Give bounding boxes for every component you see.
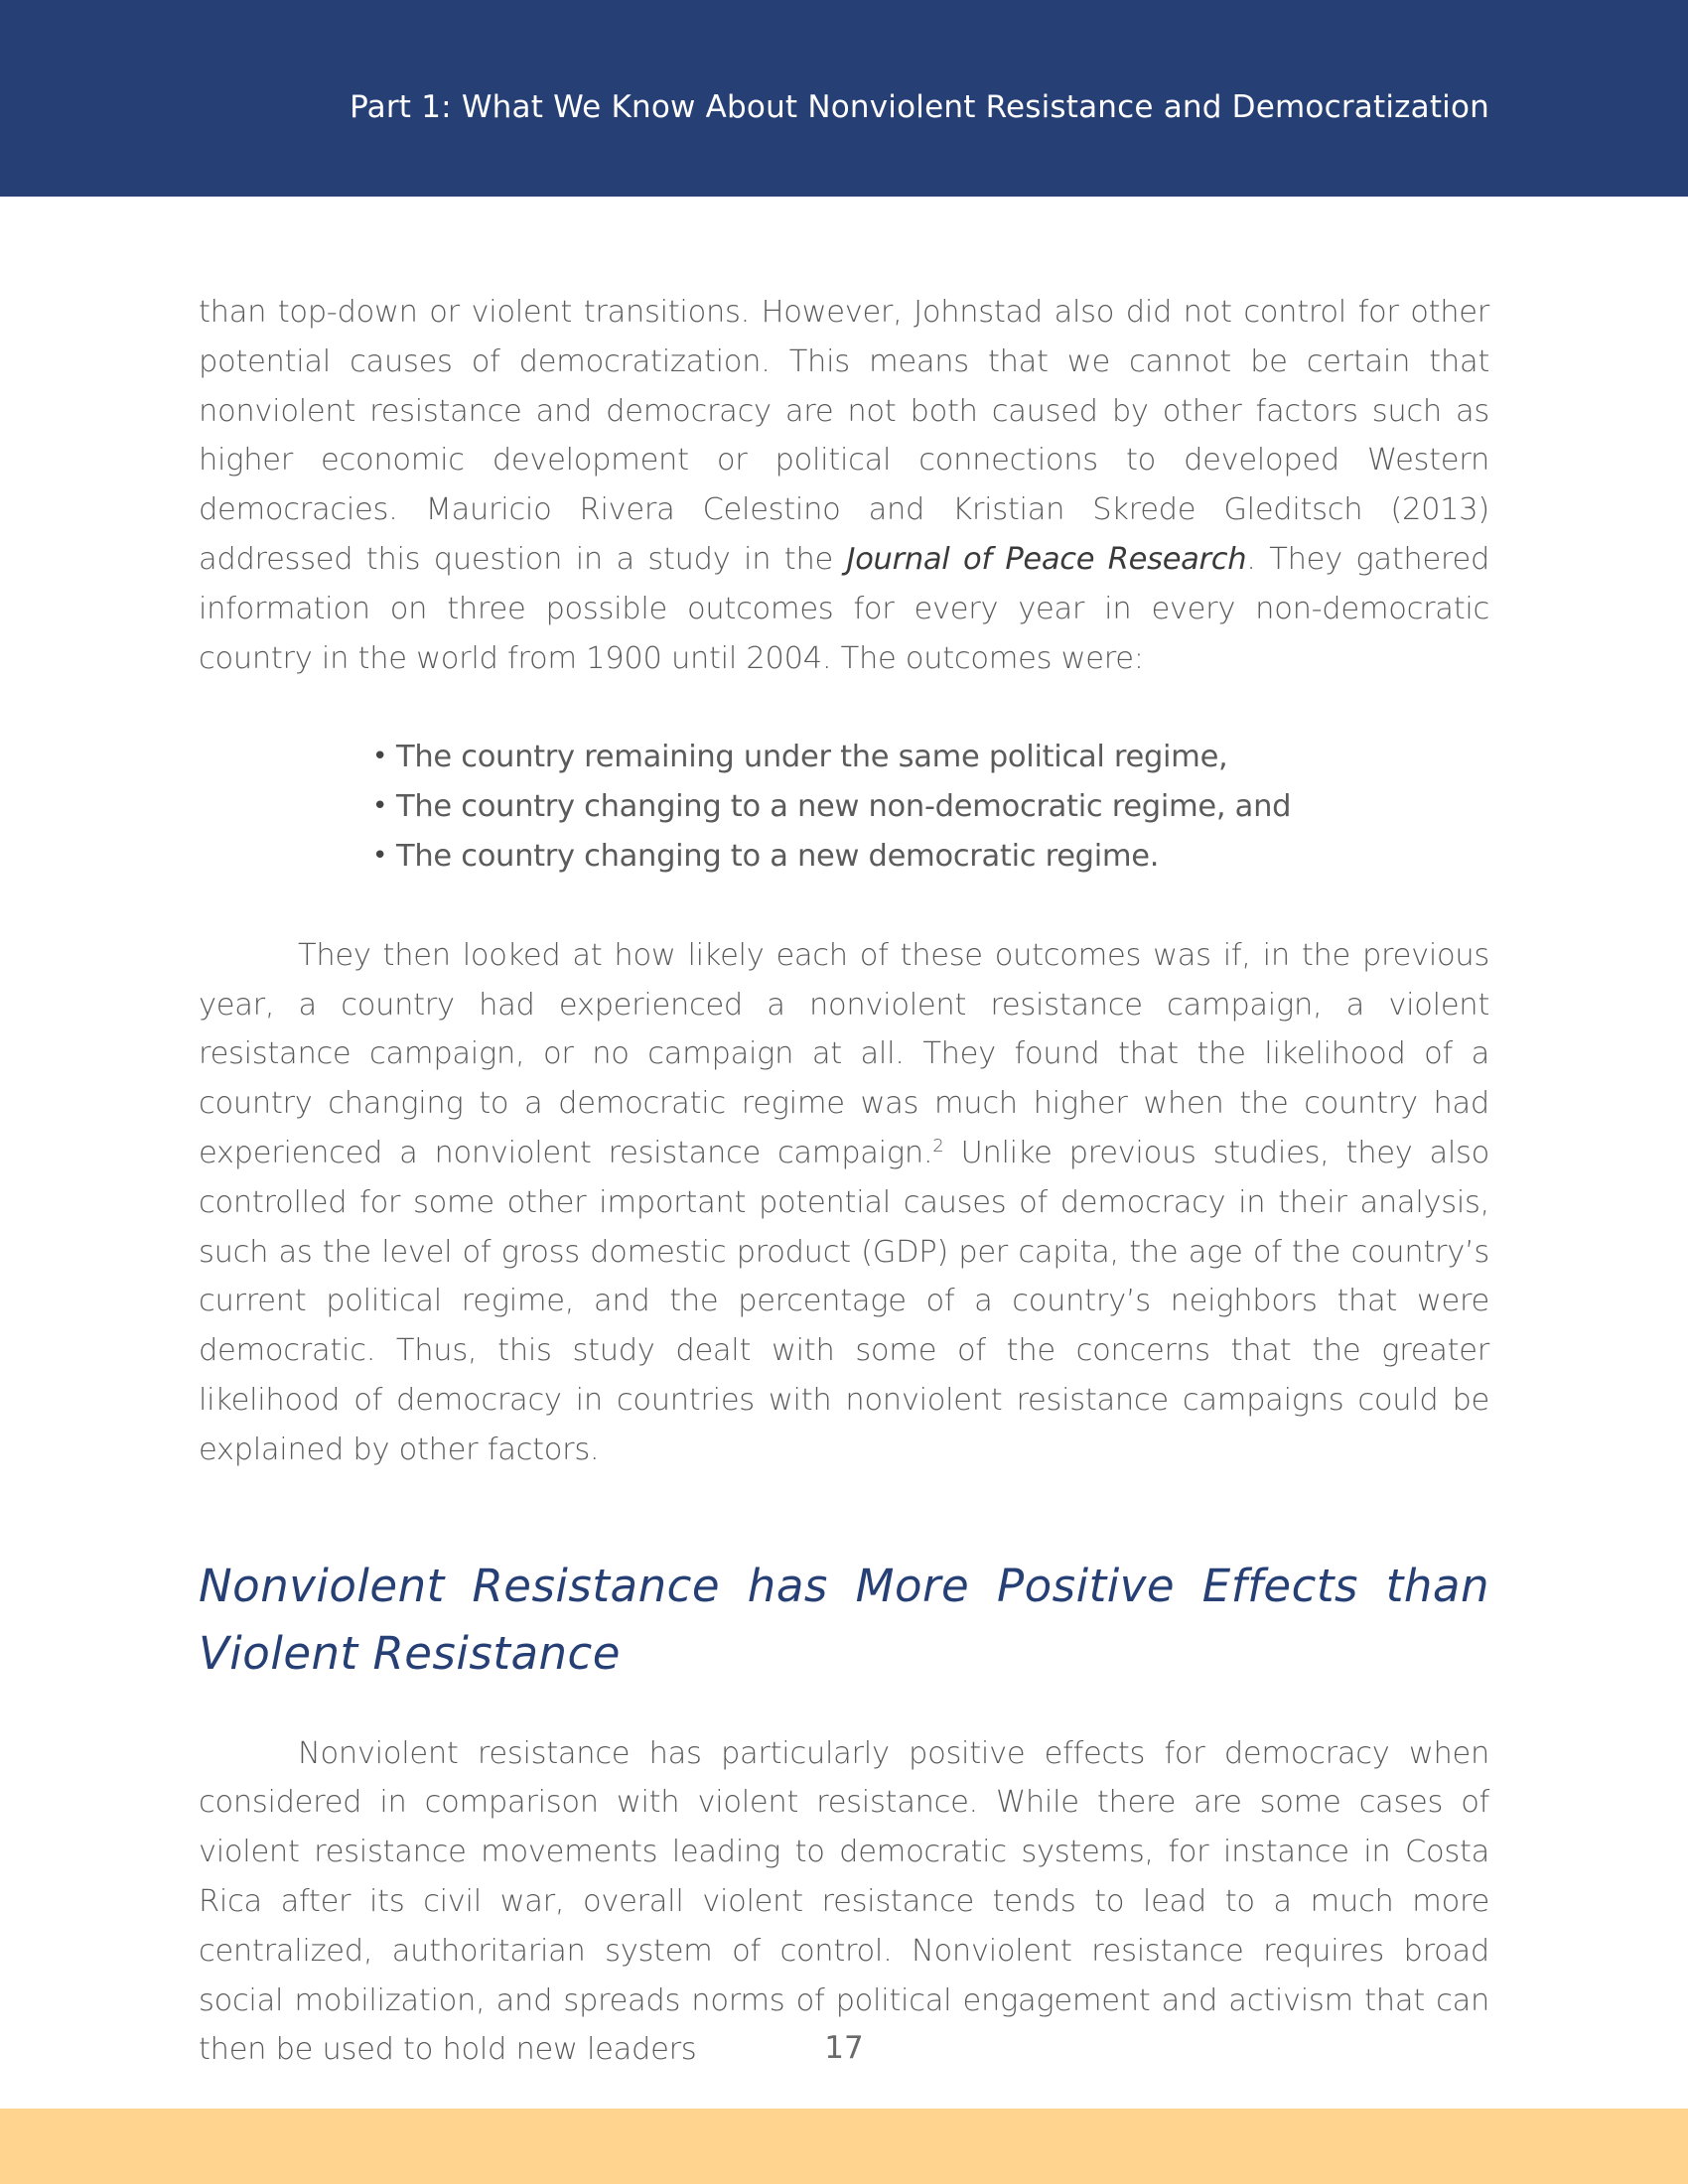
list-item-text: The country changing to a new non-democratic regime, and [396, 789, 1292, 825]
bullet-icon: • [372, 840, 388, 871]
page-content [199, 288, 1489, 2075]
body-paragraph-2 [199, 931, 1489, 1475]
bullet-icon: • [372, 742, 388, 772]
list-item-text: The country remaining under the same political regime, [396, 740, 1228, 775]
bullet-icon: • [372, 791, 388, 822]
list-item [372, 782, 1489, 832]
paragraph-2-text-b: Unlike previous studies, they also controlled for some other important potential causes of democracy in their analysis, such as the level of gross domestic product (GDP) per capita, the age of the country’s current political regime, and the percentage of a country’s neighbors that were democratic. Thus, this study dealt with some of the concerns that the greater likelihood of democracy in countries with nonviolent resistance campaigns could be explained by other factors. [199, 1135, 1489, 1467]
list-item [372, 832, 1489, 882]
body-paragraph-3: Nonviolent resistance has particularly positive effects for democracy when considered in comparison with violent resistance. While there are some cases of violent resistance movements leading to democratic systems, for instance in Costa Rica after its civil war, overall violent resistance tends to lead to a much more centralized, authoritarian system of control. Nonviolent resistance requires broad social mobilization, and spreads norms of political engagement and activism that can then be used to hold new leaders [199, 1735, 1489, 2068]
paragraph-1-text-a: than top-down or violent transitions. However, Johnstad also did not control for other potential causes of democratization. This means that we cannot be certain that nonviolent resistance and democracy are not both caused by other factors such as higher economic development or political connections to developed Western democracies. Mauricio Rivera Celestino and Kristian Skrede Gleditsch (2013) addressed this question in a study in the [199, 295, 1489, 577]
header-band [0, 0, 1688, 197]
list-item [372, 733, 1489, 782]
footer-band [0, 2109, 1688, 2184]
page-number: 17 [824, 2030, 864, 2066]
outcomes-list [199, 733, 1489, 881]
journal-title: Journal of Peace Research [846, 541, 1247, 577]
list-item-text: The country changing to a new democratic regime. [396, 838, 1160, 874]
paragraph-2-text-a: They then looked at how likely each of these outcomes was if, in the previous year, a country had experienced a nonviolent resistance campaign, a violent resistance campaign, or no campaign at all. They found that the likelihood of a country changing to a democratic regime was much higher when the country had experienced a nonviolent resistance campaign. [199, 937, 1489, 1170]
running-header-title: Part 1: What We Know About Nonviolent Resistance and Democratization [350, 89, 1489, 125]
section-heading: Nonviolent Resistance has More Positive Effects than Violent Resistance [199, 1559, 1489, 1680]
paragraph-1-text-b: . They gathered information on three possible outcomes for every year in every non-democratic country in the world from 1900 until 2004. The outcomes were: [199, 541, 1490, 676]
footnote-marker: 2 [932, 1135, 944, 1157]
body-paragraph-1 [199, 288, 1489, 683]
